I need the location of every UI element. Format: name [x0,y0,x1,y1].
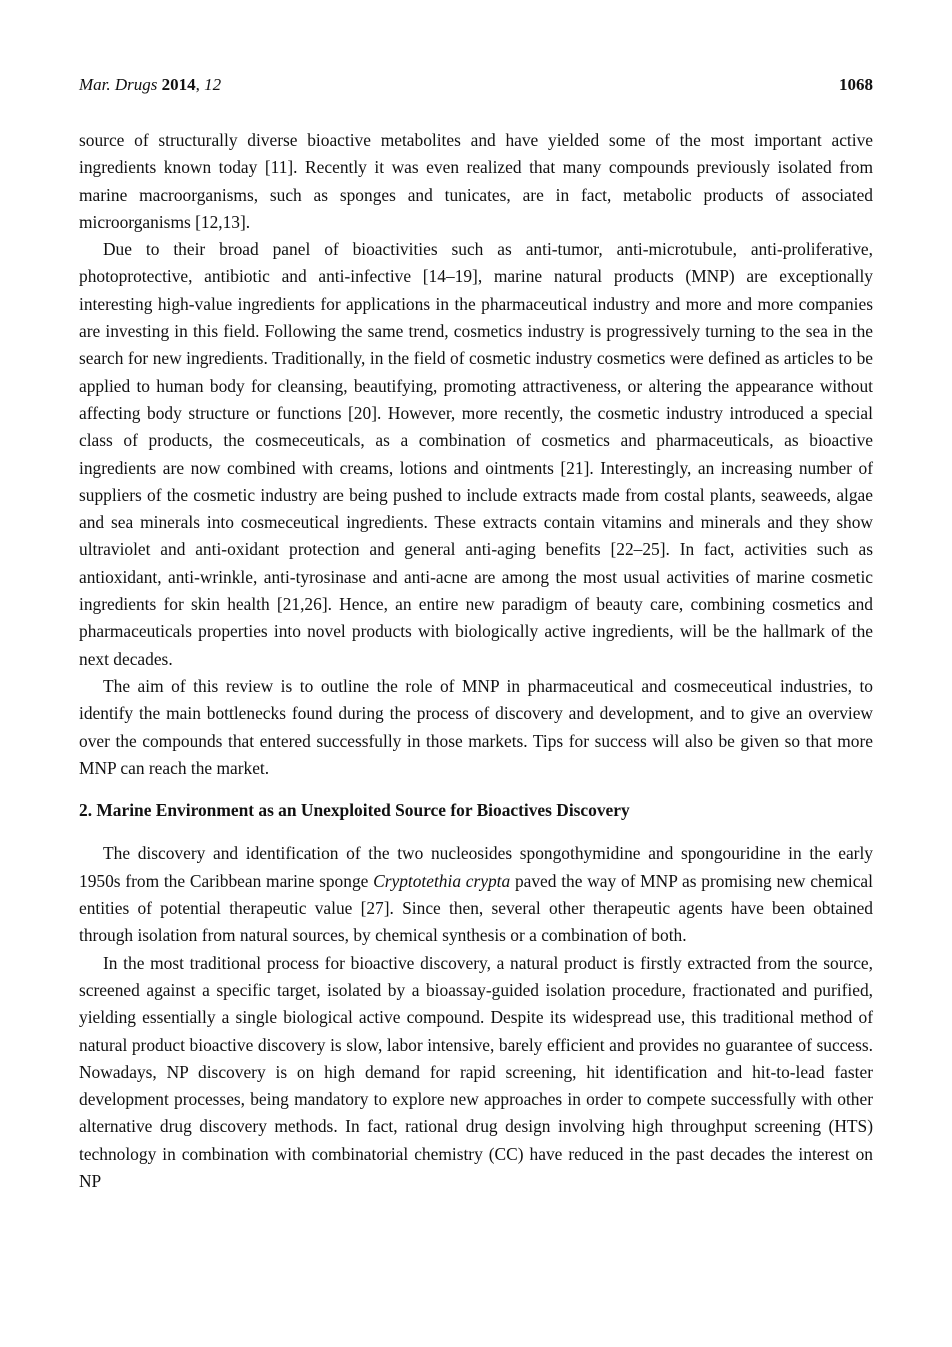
running-header [79,74,873,96]
section-heading: 2. Marine Environment as an Unexploited Source for Bioactives Discovery [79,800,630,821]
paragraph-1: source of structurally diverse bioactive metabolites and have yielded some of the most important active ingredients known today [11]. Recently it was even realized that many compounds previously isolated from marine macroorganisms, such as sponges and tunicates, are in fact, metabolic products of associated microorganisms [12,13]. [79,130,873,232]
journal-year: 2014 [161,75,196,94]
article-body [79,127,873,1195]
journal-name: Mar. Drugs [79,75,158,94]
species-name: Cryptotethia crypta [373,870,511,891]
paragraph-2: Due to their broad panel of bioactivities such as anti-tumor, anti-microtubule, anti-proliferative, photoprotective, antibiotic and anti-infective [14–19], marine natural products (MNP) are exceptionally interesting high-value ingredients for applications in the pharmaceutical industry and more and more companies are investing in this field. Following the same trend, cosmetics industry is progressively turning to the sea in the search for new ingredients. Traditionally, in the field of cosmetic industry cosmetics were defined as articles to be applied to human body for cleansing, beautifying, promoting attractiveness, or altering the appearance without affecting body structure or functions [20]. However, more recently, the cosmetic industry introduced a special class of products, the cosmeceuticals, as a combination of cosmetics and pharmaceuticals, as bioactive ingredients are now combined with creams, lotions and ointments [21]. Interestingly, an increasing number of suppliers of the cosmetic industry are being pushed to include extracts made from costal plants, seaweeds, algae and sea minerals into cosmeceutical ingredients. These extracts contain vitamins and minerals and they show ultraviolet and anti-oxidant protection and general anti-aging benefits [22–25]. In fact, activities such as antioxidant, anti-wrinkle, anti-tyrosinase and anti-acne are among the most usual activities of marine cosmetic ingredients for skin health [21,26]. Hence, an entire new paradigm of beauty care, combining cosmetics and pharmaceuticals properties into novel products with biologically active ingredients, will be the hallmark of the next decades. [79,239,873,669]
paragraph-4 [79,840,873,949]
citation-separator: , [195,75,205,94]
journal-citation [79,74,221,96]
journal-volume: 12 [204,75,222,94]
page-number: 1068 [839,75,873,94]
paragraph-5: In the most traditional process for bioactive discovery, a natural product is firstly extracted from the source, screened against a specific target, isolated by a bioassay-guided isolation procedure, fractionated and purified, yielding essentially a single biological active compound. Despite its widespread use, this traditional method of natural product bioactive discovery is slow, labor intensive, barely efficient and provides no guarantee of success. Nowadays, NP discovery is on high demand for rapid screening, hit identification and hit-to-lead faster development processes, being mandatory to explore new approaches in order to compete successfully with other alternative drug discovery methods. In fact, rational drug design involving high throughput screening (HTS) technology in combination with combinatorial chemistry (CC) have reduced in the past decades the interest on NP [79,952,873,1191]
paragraph-4-end: paved the way of MNP as promising new chemical entities of potential therapeutic value [27]. Since then, several other therapeutic agents have been obtained through isolation from natural sources, by chemical synthesis or a combination of both. [79,870,873,946]
paragraph-3: The aim of this review is to outline the role of MNP in pharmaceutical and cosmeceutical industries, to identify the main bottlenecks found during the process of discovery and development, and to give an overview over the compounds that entered successfully in those markets. Tips for success will also be given so that more MNP can reach the market. [79,675,873,778]
paragraph-4-start: The discovery and identification of the two nucleosides spongothymidine and spongouridine in the early 1950s from the Caribbean marine sponge [79,843,873,891]
